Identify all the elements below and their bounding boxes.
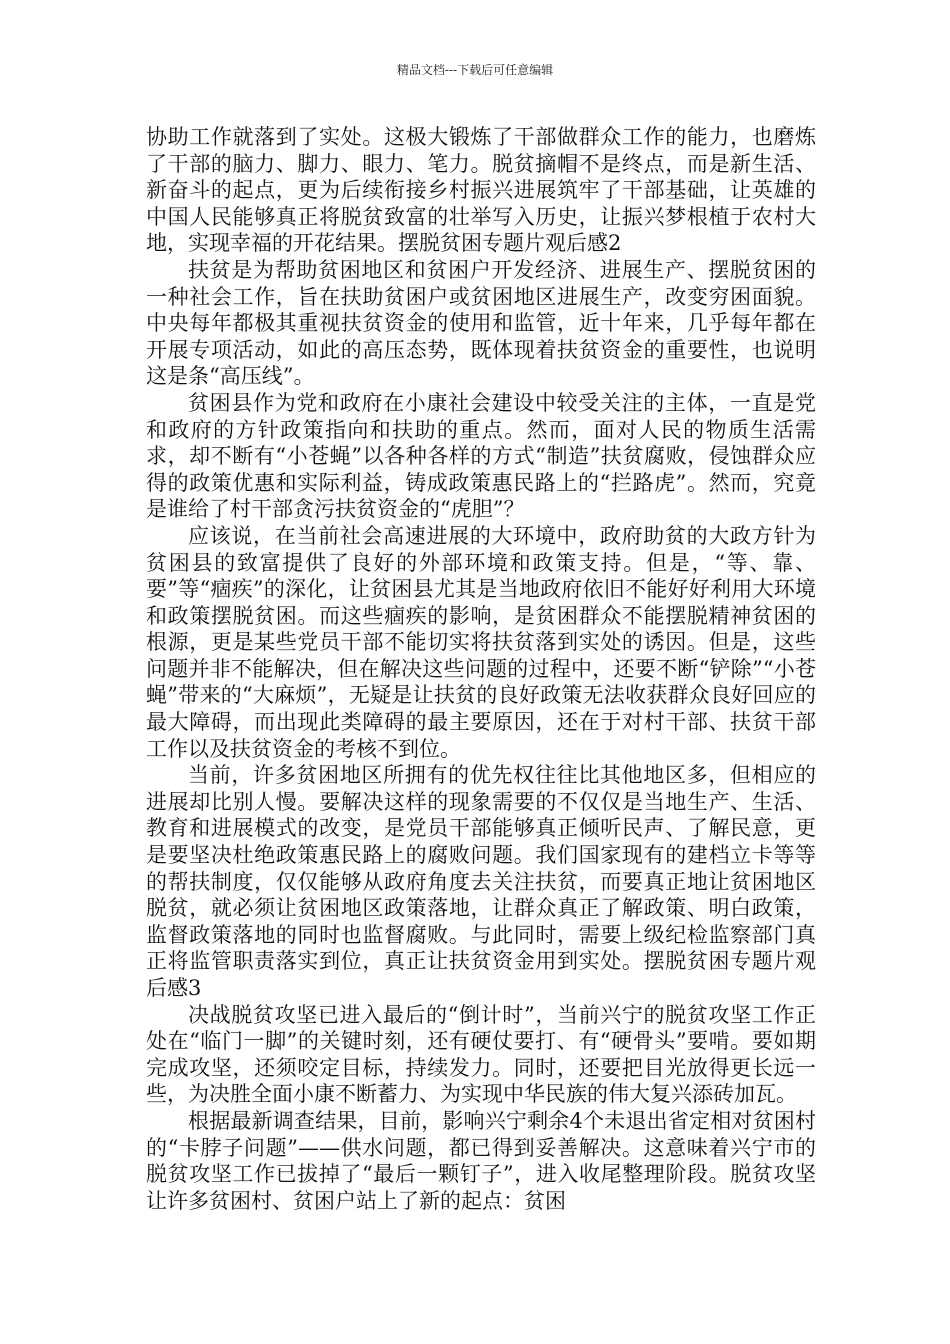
paragraph-4: 应该说，在当前社会高速进展的大环境中，政府助贫的大政方针为贫困县的致富提供了良好的外部环境和政策支持。但是，“等、靠、要”等“痼疾”的深化，让贫困县尤其是当地政府依旧不能好好利用大环境和政策摆脱贫困。而这些痼疾的影响，是贫困群众不能摆脱精神贫困的根源，更是某些党员干部不能切实将扶贫落到实处的诱因。但是，这些问题并非不能解决，但在解决这些问题的过程中，还要不断“铲除”“小苍蝇”带来的“大麻烦”，无疑是让扶贫的良好政策无法收获群众良好回应的最大障碍，而出现此类障碍的最主要原因，还在于对村干部、扶贫干部工作以及扶贫资金的考核不到位。 bbox=[146, 523, 816, 761]
paragraph-3: 贫困县作为党和政府在小康社会建设中较受关注的主体，一直是党和政府的方针政策指向和扶助的重点。然而，面对人民的物质生活需求，却不断有“小苍蝇”以各种各样的方式“制造”扶贫腐败，侵蚀群众应得的政策优惠和实际利益，铸成政策惠民路上的“拦路虎”。然而，究竟是谁给了村干部贪污扶贫资金的“虎胆”？ bbox=[146, 390, 816, 522]
document-body bbox=[146, 124, 816, 1214]
paragraph-5: 当前，许多贫困地区所拥有的优先权往往比其他地区多，但相应的进展却比别人慢。要解决这样的现象需要的不仅仅是当地生产、生活、教育和进展模式的改变，是党员干部能够真正倾听民声、了解民意，更是要坚决杜绝政策惠民路上的腐败问题。我们国家现有的建档立卡等等的帮扶制度，仅仅能够从政府角度去关注扶贫，而要真正地让贫困地区脱贫，就必须让贫困地区政策落地，让群众真正了解政策、明白政策，监督政策落地的同时也监督腐败。与此同时，需要上级纪检监察部门真正将监管职责落实到位，真正让扶贫资金用到实处。摆脱贫困专题片观后感3 bbox=[146, 763, 816, 1000]
paragraph-6: 决战脱贫攻坚已进入最后的“倒计时”，当前兴宁的脱贫攻坚工作正处在“临门一脚”的关键时刻，还有硬仗要打、有“硬骨头”要啃。要如期完成攻坚，还须咬定目标，持续发力。同时，还要把目光放得更长远一些，为决胜全面小康不断蓄力、为实现中华民族的伟大复兴添砖加瓦。 bbox=[146, 1002, 816, 1107]
page-header: 精品文档---下载后可任意编辑 bbox=[396, 63, 554, 77]
paragraph-2: 扶贫是为帮助贫困地区和贫困户开发经济、进展生产、摆脱贫困的一种社会工作，旨在扶助贫困户或贫困地区进展生产，改变穷困面貌。中央每年都极其重视扶贫资金的使用和监管，近十年来，几乎每年都在开展专项活动，如此的高压态势，既体现着扶贫资金的重要性，也说明这是条“高压线”。 bbox=[146, 257, 816, 389]
paragraph-7: 根据最新调查结果，目前，影响兴宁剩余4个未退出省定相对贫困村的“卡脖子问题”——供水问题，都已得到妥善解决。这意味着兴宁市的脱贫攻坚工作已拔掉了“最后一颗钉子”，进入收尾整理阶段。脱贫攻坚让许多贫困村、贫困户站上了新的起点：贫困 bbox=[146, 1108, 816, 1213]
paragraph-1: 协助工作就落到了实处。这极大锻炼了干部做群众工作的能力，也磨炼了干部的脑力、脚力、眼力、笔力。脱贫摘帽不是终点，而是新生活、新奋斗的起点，更为后续衔接乡村振兴进展筑牢了干部基础，让英雄的中国人民能够真正将脱贫致富的壮举写入历史，让振兴梦根植于农村大地，实现幸福的开花结果。摆脱贫困专题片观后感2 bbox=[146, 125, 816, 256]
